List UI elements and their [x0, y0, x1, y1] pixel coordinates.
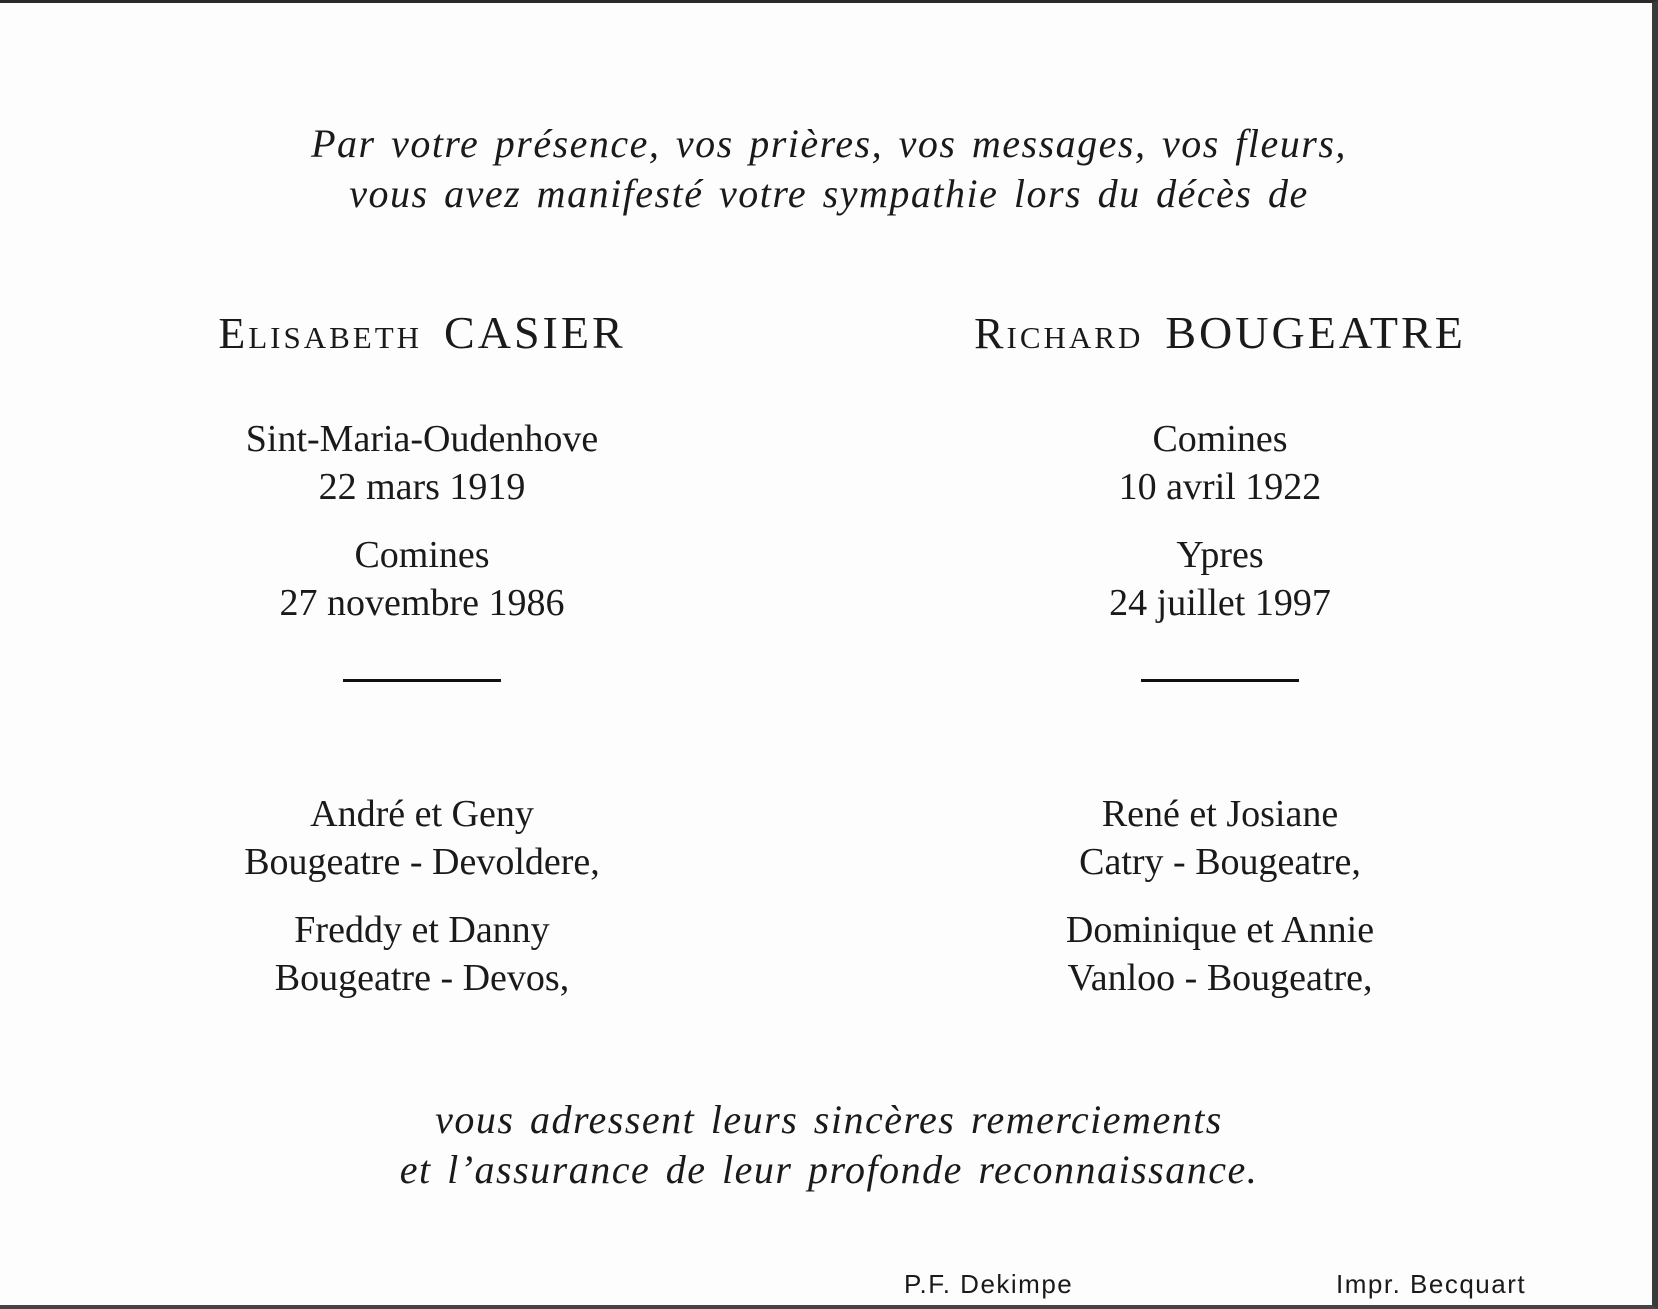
intro-line-1: Par votre présence, vos prières, vos messages, vos fleurs,	[311, 121, 1347, 166]
closing-text	[0, 1095, 1658, 1195]
death-place: Comines	[354, 534, 490, 576]
family-entry	[870, 790, 1570, 886]
family-names: Freddy et Danny	[294, 909, 550, 951]
family-entry	[72, 790, 772, 886]
last-name: CASIER	[444, 307, 626, 358]
birth-info	[870, 415, 1570, 511]
death-date: 27 novembre 1986	[279, 582, 565, 624]
first-name: Elisabeth	[218, 309, 423, 358]
birth-place: Sint-Maria-Oudenhove	[245, 418, 599, 460]
funeral-home-credit: P.F. Dekimpe	[904, 1269, 1074, 1299]
family-names: René et Josiane	[1101, 793, 1339, 835]
closing-line-2: et l’assurance de leur profonde reconnaissance.	[399, 1147, 1259, 1192]
closing-line-1: vous adressent leurs sincères remerciements	[435, 1097, 1223, 1142]
death-date: 24 juillet 1997	[1109, 582, 1331, 624]
death-place: Ypres	[1176, 534, 1264, 576]
birth-date: 10 avril 1922	[1118, 466, 1322, 508]
family-names: André et Geny	[310, 793, 534, 835]
family-entry	[870, 906, 1570, 1002]
family-surname: Bougeatre - Devos,	[274, 957, 570, 999]
deceased-name	[72, 303, 772, 363]
intro-text	[0, 119, 1658, 219]
divider-rule	[1141, 679, 1299, 682]
printer-credit: Impr. Becquart	[1336, 1269, 1527, 1299]
birth-date: 22 mars 1919	[318, 466, 526, 508]
family-surname: Bougeatre - Devoldere,	[244, 841, 600, 883]
family-surname: Catry - Bougeatre,	[1079, 841, 1361, 883]
deceased-name	[870, 303, 1570, 363]
intro-line-2: vous avez manifesté votre sympathie lors du décès de	[349, 171, 1309, 216]
deceased-column-right	[870, 303, 1570, 1002]
death-info	[870, 531, 1570, 627]
family-entry	[72, 906, 772, 1002]
birth-place: Comines	[1152, 418, 1288, 460]
family-names: Dominique et Annie	[1065, 909, 1375, 951]
divider-rule	[343, 679, 501, 682]
last-name: BOUGEATRE	[1165, 307, 1466, 358]
death-info	[72, 531, 772, 627]
birth-info	[72, 415, 772, 511]
first-name: Richard	[974, 309, 1144, 358]
deceased-column-left	[72, 303, 772, 1002]
family-surname: Vanloo - Bougeatre,	[1067, 957, 1373, 999]
